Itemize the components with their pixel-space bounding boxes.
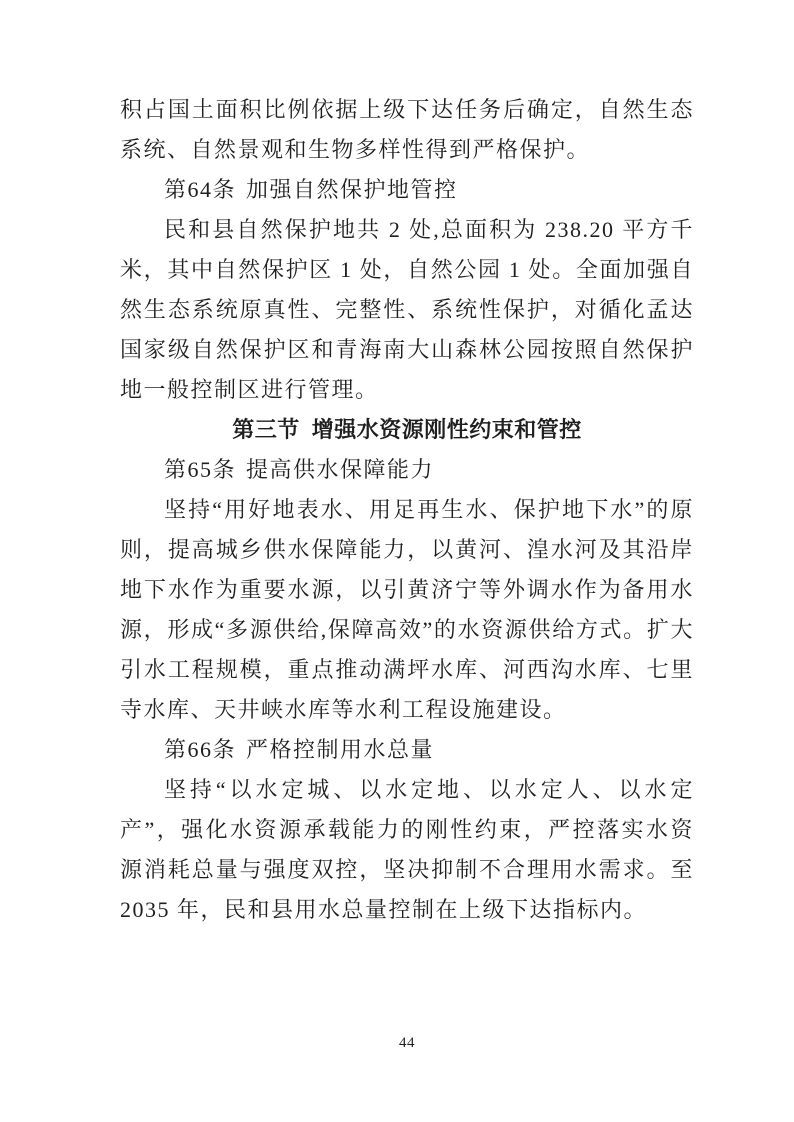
article-65-label: 第65条 [164, 457, 237, 482]
article-65-title: 提高供水保障能力 [246, 457, 435, 482]
paragraph-nature-protection-continuation: 积占国土面积比例依据上级下达任务后确定，自然生态系统、自然景观和生物多样性得到严格保护。 [120, 97, 694, 162]
article-64-heading [120, 170, 694, 210]
article-66-label: 第66条 [164, 737, 237, 762]
paragraph-article-65-body: 坚持“用好地表水、用足再生水、保护地下水”的原则，提高城乡供水保障能力，以黄河、湟水河及其沿岸地下水作为重要水源，以引黄济宁等外调水作为备用水源，形成“多源供给,保障高效”的水资源供给方式。扩大引水工程规模，重点推动满坪水库、河西沟水库、七里寺水库、天井峡水库等水利工程设施建设。 [120, 497, 694, 722]
section-3-title: 增强水资源刚性约束和管控 [311, 417, 582, 442]
article-66-title: 严格控制用水总量 [246, 737, 435, 762]
section-3-label: 第三节 [232, 417, 300, 442]
article-65-heading [120, 450, 694, 490]
document-body [120, 90, 694, 930]
section-3-heading [120, 410, 694, 450]
article-66-heading [120, 730, 694, 770]
article-64-title: 加强自然保护地管控 [246, 177, 458, 202]
paragraph-article-66-body: 坚持“以水定城、以水定地、以水定人、以水定产”，强化水资源承载能力的刚性约束，严控落实水资源消耗总量与强度双控，坚决抑制不合理用水需求。至 2035 年，民和县用水总量控制在上级下达指标内。 [120, 777, 694, 922]
paragraph-article-64-body: 民和县自然保护地共 2 处,总面积为 238.20 平方千米，其中自然保护区 1 处，自然公园 1 处。全面加强自然生态系统原真性、完整性、系统性保护，对循化孟达国家级自然保护区和青海南大山森林公园按照自然保护地一般控制区进行管理。 [120, 217, 694, 402]
article-64-label: 第64条 [164, 177, 237, 202]
page-number: 44 [399, 1035, 415, 1051]
